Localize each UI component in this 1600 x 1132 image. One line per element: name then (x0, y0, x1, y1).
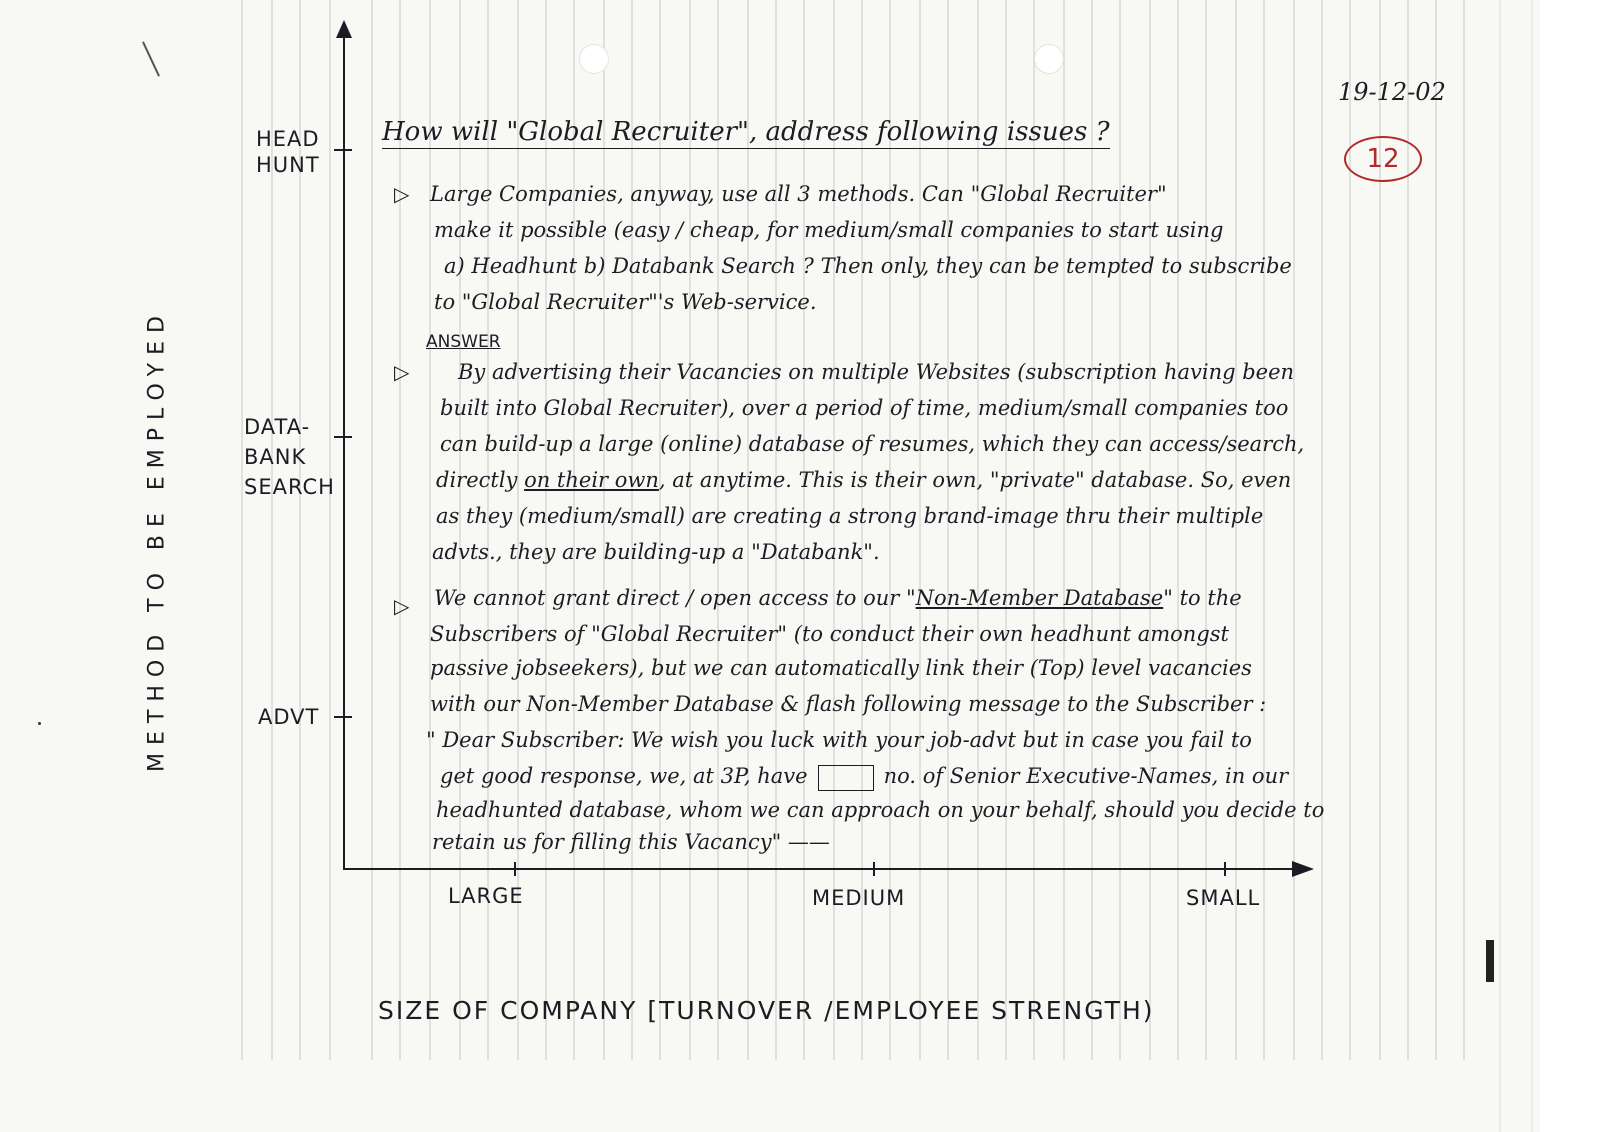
x-tick-small (1224, 862, 1226, 876)
date-text: 19-12-02 (1338, 78, 1446, 106)
para3-line-3: passive jobseekers), but we can automatically link their (Top) level vacancies (430, 656, 1252, 680)
y-tick-label-advt: ADVT (258, 705, 320, 729)
y-axis (343, 34, 345, 870)
bullet-triangle-icon: ▷ (394, 360, 410, 384)
page-number-badge: 12 (1344, 136, 1422, 182)
y-axis-title: METHOD TO BE EMPLOYED (144, 308, 170, 772)
para3-line-4: with our Non-Member Database & flash following message to the Subscriber : (430, 692, 1267, 716)
para3-line-1: We cannot grant direct / open access to our "Non-Member Database" to the (434, 586, 1242, 610)
answer-label: ANSWER (426, 332, 501, 352)
para1-line-3: a) Headhunt b) Databank Search ? Then only, they can be tempted to subscribe (444, 254, 1292, 278)
stray-dot (38, 722, 41, 725)
x-tick-label-large: LARGE (448, 884, 524, 908)
bullet-triangle-icon: ▷ (394, 594, 410, 618)
para2-line-5: as they (medium/small) are creating a strong brand-image thru their multiple (436, 504, 1264, 528)
x-tick-medium (873, 862, 875, 876)
para3-line-6 (440, 762, 1288, 791)
page-edge (1540, 0, 1600, 1132)
x-tick-label-medium: MEDIUM (812, 886, 906, 910)
para3-line-8: retain us for filling this Vacancy" —— (432, 830, 830, 854)
x-tick-label-small: SMALL (1186, 886, 1261, 910)
para3-line-7: headhunted database, whom we can approach on your behalf, should you decide to (436, 798, 1325, 822)
para1-line-2: make it possible (easy / cheap, for medium/small companies to start using (434, 218, 1224, 242)
para1-line-1: Large Companies, anyway, use all 3 methods. Can "Global Recruiter" (430, 182, 1167, 206)
para3-line-2: Subscribers of "Global Recruiter" (to conduct their own headhunt amongst (430, 622, 1229, 646)
para1-line-4: to "Global Recruiter"'s Web-service. (434, 290, 817, 314)
x-tick-large (514, 862, 516, 876)
bullet-triangle-icon: ▷ (394, 182, 410, 206)
y-tick-label-databank: DATA- BANK SEARCH (244, 415, 335, 499)
para2-line-6: advts., they are building-up a "Databank". (432, 540, 880, 564)
para2-line-1: By advertising their Vacancies on multiple Websites (subscription having been (458, 360, 1295, 384)
underlined-phrase: on their own (524, 468, 659, 492)
y-tick-label-headhunt: HEAD HUNT (256, 127, 320, 177)
punch-hole (1034, 44, 1064, 74)
blank-box (818, 765, 874, 791)
margin-mark (1486, 940, 1494, 982)
x-axis-title: SIZE OF COMPANY [TURNOVER /EMPLOYEE STRENGTH) (378, 996, 1155, 1025)
para3-line-6-after: no. of Senior Executive-Names, in our (883, 764, 1289, 788)
x-axis (343, 868, 1293, 870)
para2-line-2: built into Global Recruiter), over a period of time, medium/small companies too (440, 396, 1289, 420)
y-tick-advt (334, 716, 352, 718)
para3-line-6-before: get good response, we, at 3P, have (440, 764, 808, 788)
y-tick-databank (334, 436, 352, 438)
para3-line-5: " Dear Subscriber: We wish you luck with your job-advt but in case you fail to (426, 728, 1252, 752)
x-axis-arrow (1292, 861, 1314, 877)
punch-hole (579, 44, 609, 74)
para2-line-3: can build-up a large (online) database of resumes, which they can access/search, (440, 432, 1305, 456)
y-tick-headhunt (334, 149, 352, 151)
underlined-phrase: Non-Member Database (915, 586, 1164, 610)
heading: How will "Global Recruiter", address following issues ? (382, 117, 1110, 147)
para2-line-4: directly on their own, at anytime. This is their own, "private" database. So, even (436, 468, 1292, 492)
